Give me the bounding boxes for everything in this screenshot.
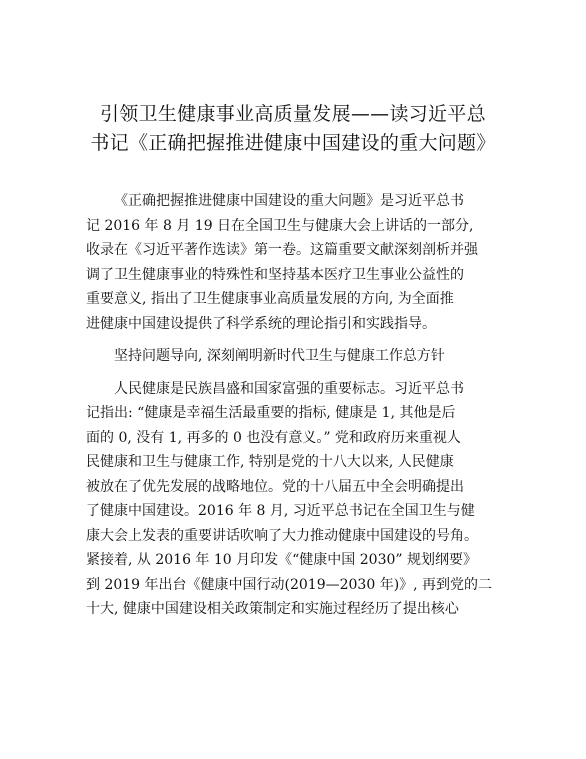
paragraph-line: 记 2016 年 8 月 19 日在全国卫生与健康大会上讲话的一部分, xyxy=(86,217,474,234)
paragraph-line: 人民健康是民族昌盛和国家富强的重要标志。习近平总书 xyxy=(114,380,464,397)
paragraph-line: 《正确把握推进健康中国建设的重大问题》是习近平总书 xyxy=(114,193,464,209)
section-heading: 坚持问题导向, 深刻阐明新时代卫生与健康工作总方针 xyxy=(114,348,445,364)
title-line-2: 书记《正确把握推进健康中国建设的重大问题》 xyxy=(90,132,496,154)
article-body xyxy=(86,189,506,622)
paragraph-line: 收录在《习近平著作选读》第一卷。这篇重要文献深刻剖析并强 xyxy=(86,242,478,258)
paragraph-line: 重要意义, 指出了卫生健康事业高质量发展的方向, 为全面推 xyxy=(86,291,454,307)
paragraph-health xyxy=(86,377,506,622)
paragraph-line: 面的 0, 没有 1, 再多的 0 也没有意义。” 党和政府历来重视人 xyxy=(86,429,461,446)
paragraph-line: 十大, 健康中国建设相关政策制定和实施过程经历了提出核心 xyxy=(86,601,459,617)
title-line-1: 引领卫生健康事业高质量发展——读习近平总 xyxy=(99,103,486,125)
paragraph-line: 进健康中国建设提供了科学系统的理论指引和实践指导。 xyxy=(86,315,436,332)
paragraph-line: 记指出: “健康是幸福生活最重要的指标, 健康是 1, 其他是后 xyxy=(86,405,456,421)
paragraph-line: 康大会上发表的重要讲话吹响了大力推动健康中国建设的号角。 xyxy=(86,527,478,544)
paragraph-line: 紧接着, 从 2016 年 10 月印发《“健康中国 2030” 规划纲要》 xyxy=(86,552,477,568)
paragraph-line: 被放在了优先发展的战略地位。党的十八届五中全会明确提出 xyxy=(86,478,464,495)
paragraph-line: 调了卫生健康事业的特殊性和坚持基本医疗卫生事业公益性的 xyxy=(86,266,464,283)
article-title xyxy=(0,100,586,158)
paragraph-line: 到 2019 年出台《健康中国行动(2019—2030 年)》, 再到党的二 xyxy=(86,576,493,593)
paragraph-line: 民健康和卫生与健康工作, 特别是党的十八大以来, 人民健康 xyxy=(86,454,454,470)
paragraph-line: 了健康中国建设。2016 年 8 月, 习近平总书记在全国卫生与健 xyxy=(86,503,475,519)
paragraph-intro xyxy=(86,189,506,336)
